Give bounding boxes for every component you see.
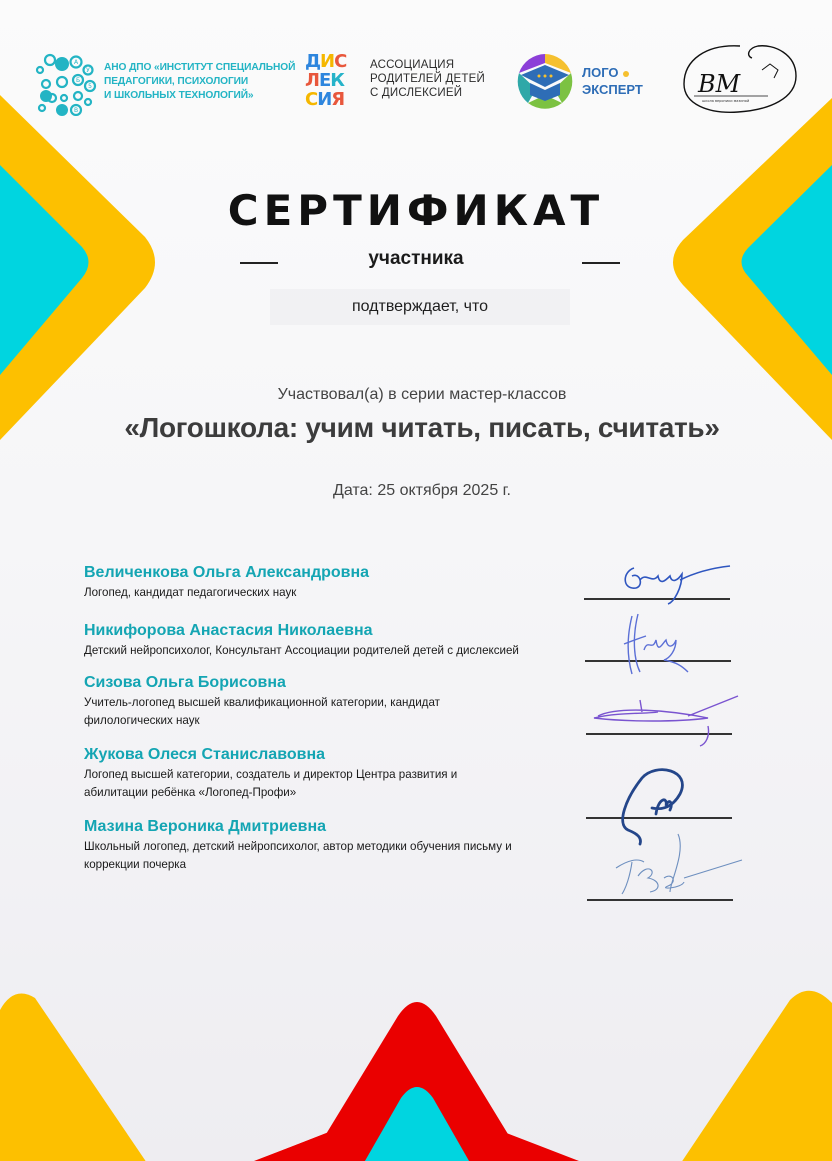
- expert-item: [84, 562, 554, 602]
- dyslexia-logo-mark: ДИС ЛЕК СИЯ: [305, 51, 347, 110]
- school-logo-icon: [678, 40, 802, 116]
- certificate-title: СЕРТИФИКАТ: [227, 186, 605, 235]
- course-title: «Логошкола: учим читать, писать, считать»: [124, 412, 720, 443]
- institute-icon-letter: А: [73, 59, 79, 66]
- institute-logo-icon: [34, 52, 98, 116]
- expert-item: [84, 672, 554, 730]
- expert-role: Логопед высшей категории, создатель и директор Центра развития и абилитации ребёнка «Логопед-Профи»: [84, 768, 458, 799]
- signature-2-icon: [610, 610, 710, 680]
- svg-text:5: 5: [88, 83, 92, 90]
- signature-3-icon: [588, 686, 758, 750]
- logoexpert-line: ЭКСПЕРТ: [582, 82, 643, 97]
- expert-role: Школьный логопед, детский нейропсихолог, автор методики обучения письму и коррекции почерка: [84, 840, 512, 871]
- intro-text: Участвовал(а) в серии мастер-классов: [277, 386, 567, 403]
- association-logo-line: С ДИСЛЕКСИЕЙ: [370, 87, 463, 99]
- institute-logo-line: АНО ДПО «ИНСТИТУТ СПЕЦИАЛЬНОЙ: [104, 62, 296, 73]
- expert-role: Учитель-логопед высшей квалификационной категории, кандидат филологических наук: [84, 696, 440, 727]
- right-dash-divider: [582, 262, 620, 264]
- logoexpert-dot-icon: [623, 71, 629, 77]
- expert-role: Детский нейропсихолог, Консультант Ассоциации родителей детей с дислексией: [84, 644, 519, 657]
- certificate-subtitle: участника: [368, 248, 464, 269]
- logoexpert-logo-text: [582, 64, 643, 98]
- expert-name: Величенкова Ольга Александровна: [84, 564, 370, 581]
- signature-1-icon: [600, 558, 740, 608]
- expert-role: Логопед, кандидат педагогических наук: [84, 586, 297, 599]
- school-logo-mark: ВМ: [698, 70, 741, 98]
- signature-5-icon: [608, 832, 748, 904]
- school-logo-caption: школа вероники мазиной: [702, 99, 750, 103]
- svg-text:Б: Б: [75, 77, 81, 84]
- association-logo-line: АССОЦИАЦИЯ: [370, 59, 455, 71]
- center-bottom-triangles: [256, 1002, 578, 1161]
- confirm-text: подтверждает, что: [351, 298, 489, 315]
- expert-item: [84, 816, 554, 874]
- event-date: Дата: 25 октября 2025 г.: [333, 482, 511, 499]
- expert-name: Жукова Олеся Станиславовна: [84, 746, 325, 763]
- expert-item: [84, 744, 554, 802]
- expert-name: Сизова Ольга Борисовна: [84, 674, 286, 691]
- institute-logo-line: ПЕДАГОГИКИ, ПСИХОЛОГИИ: [104, 76, 249, 87]
- association-logo-line: РОДИТЕЛЕЙ ДЕТЕЙ: [370, 73, 485, 85]
- svg-text:В: В: [73, 107, 79, 114]
- svg-text:У: У: [86, 67, 90, 74]
- expert-name: Никифорова Анастасия Николаевна: [84, 622, 373, 639]
- expert-item: [84, 620, 554, 660]
- logoexpert-line: ЛОГО: [582, 65, 619, 80]
- institute-logo-text: [104, 61, 304, 103]
- association-logo-text: [370, 58, 500, 100]
- logoexpert-logo-icon: [516, 53, 574, 111]
- institute-logo-line: И ШКОЛЬНЫХ ТЕХНОЛОГИЙ»: [104, 90, 254, 101]
- expert-name: Мазина Вероника Дмитриевна: [84, 818, 327, 835]
- experts-list: [84, 562, 554, 886]
